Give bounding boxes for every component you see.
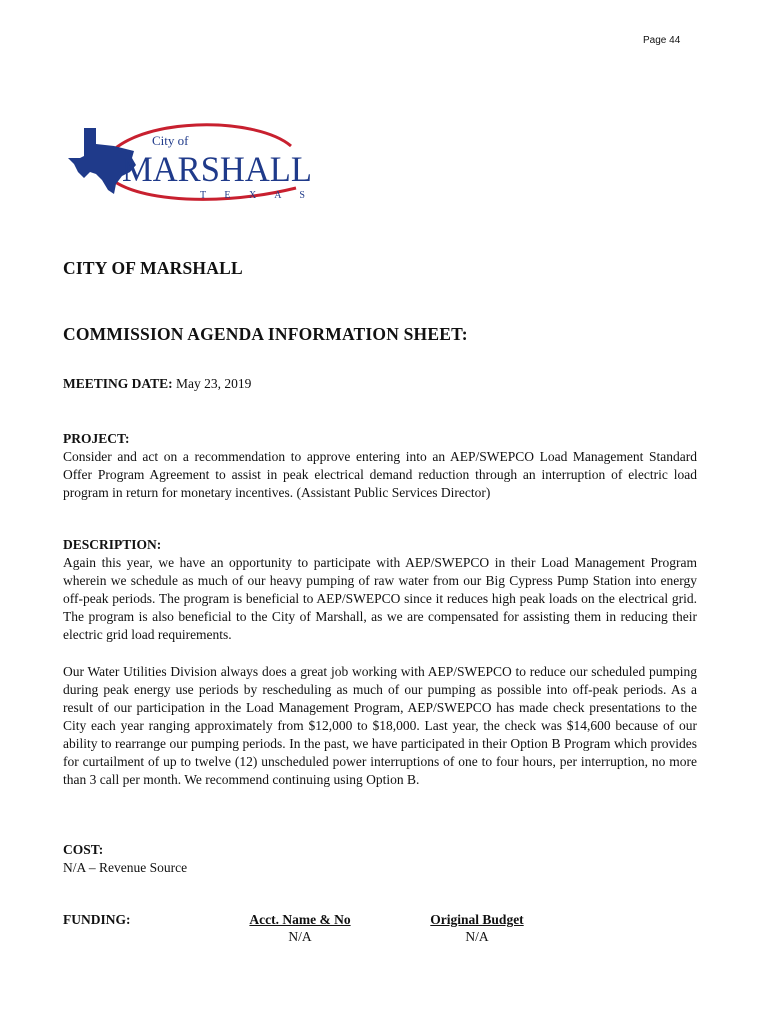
cost-label: COST: bbox=[63, 842, 104, 857]
project-label: PROJECT: bbox=[63, 431, 130, 446]
city-logo bbox=[66, 118, 326, 208]
meeting-date-value: May 23, 2019 bbox=[176, 376, 252, 391]
page-subtitle: COMMISSION AGENDA INFORMATION SHEET: bbox=[63, 324, 468, 344]
funding-acct-value: N/A bbox=[288, 929, 312, 944]
description-paragraph-1: Again this year, we have an opportunity to participate with AEP/SWEPCO in their Load Management Program wherein we schedule as much of our heavy pumping of raw water from our Big Cypress Pump Station into energy off-peak periods. The program is beneficial to AEP/SWEPCO since it reduces high peak loads on the electrical grid. The program is also beneficial to the City of Marshall, as we are compensated for assisting them in reducing their electric grid load requirements. bbox=[63, 555, 697, 642]
funding-budget-value: N/A bbox=[465, 929, 489, 944]
project-section bbox=[63, 430, 697, 502]
page-title: CITY OF MARSHALL bbox=[63, 258, 243, 278]
funding-acct-column bbox=[243, 912, 357, 945]
city-of-marshall-logo-graphic bbox=[66, 118, 326, 208]
cost-value: N/A – Revenue Source bbox=[63, 860, 188, 875]
project-text: Consider and act on a recommendation to approve entering into an AEP/SWEPCO Load Management Standard Offer Program Agreement to assist in peak electrical demand reduction through an interruption of electric load program in return for monetary incentives. (Assistant Public Services Director) bbox=[63, 449, 697, 500]
description-section-2 bbox=[63, 663, 697, 789]
funding-acct-header: Acct. Name & No bbox=[249, 912, 351, 927]
logo-line2: MARSHALL bbox=[122, 149, 312, 189]
logo-line1: City of bbox=[152, 133, 189, 148]
description-paragraph-2: Our Water Utilities Division always does a great job working with AEP/SWEPCO to reduce our scheduled pumping during peak energy use periods by rescheduling as much of our pumping as possible into off-peak periods. As a result of our participation in the Load Management Program, AEP/SWEPCO has made check presentations to the City each year ranging approximately from $12,000 to $18,000. Last year, the check was $14,600 because of our ability to rearrange our pumping periods. In the past, we have participated in their Option B Program which provides for curtailment of up to twelve (12) unscheduled power interruptions of one to four hours, per interruption, no more than 3 call per month. We recommend continuing using Option B. bbox=[63, 664, 697, 787]
meeting-date-line bbox=[63, 376, 251, 392]
funding-budget-header: Original Budget bbox=[430, 912, 524, 927]
funding-budget-column bbox=[424, 912, 530, 945]
description-section bbox=[63, 536, 697, 644]
description-label: DESCRIPTION: bbox=[63, 537, 162, 552]
meeting-date-label: MEETING DATE: bbox=[63, 376, 173, 391]
logo-line3: T E X A S bbox=[200, 190, 313, 201]
cost-section bbox=[63, 841, 697, 877]
page-number: Page 44 bbox=[643, 35, 681, 46]
funding-label: FUNDING: bbox=[63, 912, 131, 927]
